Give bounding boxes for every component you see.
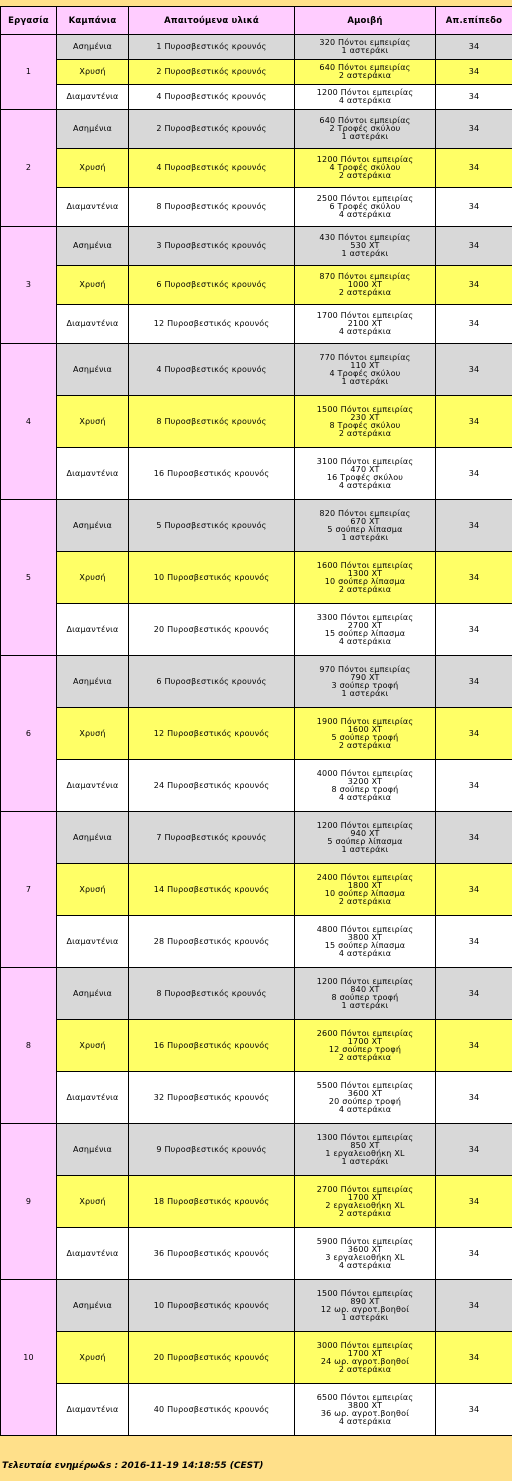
campaign-cell: Χρυσή (57, 1020, 129, 1072)
reward-line: 790 XT (350, 672, 380, 682)
reward-line: 640 Πόντοι εμπειρίας (319, 116, 411, 125)
campaign-cell: Χρυσή (57, 708, 129, 760)
reward-line: 2 αστεράκια (338, 1208, 392, 1218)
reward-line: 8 Τροφές σκύλου (329, 420, 401, 430)
reward-cell (295, 552, 436, 604)
reward-line: 8 σούπερ τροφή (331, 992, 399, 1002)
reward-cell (295, 1124, 436, 1176)
reward-cell (295, 110, 436, 149)
reward-cell (295, 1280, 436, 1332)
level-cell: 34 (436, 344, 512, 396)
campaign-cell: Ασημένια (57, 500, 129, 552)
reward-line: 970 Πόντοι εμπειρίας (319, 664, 411, 674)
reward-line: 3300 Πόντοι εμπειρίας (316, 612, 414, 622)
reward-line: 530 XT (350, 241, 380, 250)
table-row (1, 266, 512, 305)
reward-line: 1700 XT (347, 1348, 383, 1358)
reward-line: 4 αστεράκια (338, 1104, 392, 1114)
reward-line: 24 ωρ. αγροτ.βοηθοί (320, 1356, 410, 1366)
reward-line: 1200 Πόντοι εμπειρίας (316, 88, 414, 97)
task-number: 7 (1, 812, 57, 968)
reward-line: 10 σούπερ λίπασμα (324, 888, 406, 898)
header-reward: Αμοιβή (295, 7, 436, 35)
level-cell: 34 (436, 760, 512, 812)
reward-line: 2 αστεράκια (338, 428, 392, 438)
materials-cell: 16 Πυροσβεστικός κρουνός (129, 448, 295, 500)
reward-line: 8 σούπερ τροφή (331, 784, 399, 794)
table-row (1, 1176, 512, 1228)
reward-line: 4 αστεράκια (338, 792, 392, 802)
header-row (1, 7, 512, 35)
level-cell: 34 (436, 656, 512, 708)
reward-cell (295, 149, 436, 188)
reward-cell (295, 864, 436, 916)
reward-line: 4 αστεράκια (338, 96, 392, 105)
reward-line: 4000 Πόντοι εμπειρίας (316, 768, 414, 778)
reward-line: 1 αστεράκι (341, 532, 389, 542)
reward-line: 2 αστεράκια (338, 740, 392, 750)
materials-cell: 4 Πυροσβεστικός κρουνός (129, 149, 295, 188)
level-cell: 34 (436, 60, 512, 85)
task-number: 4 (1, 344, 57, 500)
reward-line: 4 αστεράκια (338, 1416, 392, 1426)
campaign-cell: Διαμαντένια (57, 1228, 129, 1280)
table-row (1, 760, 512, 812)
table-row (1, 1124, 512, 1176)
table-row (1, 149, 512, 188)
materials-cell: 8 Πυροσβεστικός κρουνός (129, 188, 295, 227)
reward-line: 2500 Πόντοι εμπειρίας (316, 194, 414, 203)
reward-line: 16 Τροφές σκύλου (326, 472, 404, 482)
materials-cell: 4 Πυροσβεστικός κρουνός (129, 85, 295, 110)
level-cell: 34 (436, 1072, 512, 1124)
campaign-cell: Ασημένια (57, 110, 129, 149)
task-number: 9 (1, 1124, 57, 1280)
table-row (1, 1280, 512, 1332)
materials-cell: 28 Πυροσβεστικός κρουνός (129, 916, 295, 968)
reward-cell (295, 396, 436, 448)
reward-cell (295, 812, 436, 864)
campaign-cell: Διαμαντένια (57, 604, 129, 656)
reward-line: 5 σούπερ λίπασμα (327, 836, 403, 846)
header-campaign: Καμπάνια (57, 7, 129, 35)
reward-cell (295, 305, 436, 344)
task-number: 10 (1, 1280, 57, 1436)
reward-line: 1500 Πόντοι εμπειρίας (316, 1288, 414, 1298)
reward-line: 2 εργαλειοθήκη XL (325, 1200, 405, 1210)
reward-line: 940 XT (350, 828, 380, 838)
reward-cell (295, 448, 436, 500)
task-number: 8 (1, 968, 57, 1124)
materials-cell: 18 Πυροσβεστικός κρουνός (129, 1176, 295, 1228)
reward-line: 1200 Πόντοι εμπειρίας (316, 976, 414, 986)
campaign-cell: Χρυσή (57, 552, 129, 604)
materials-cell: 20 Πυροσβεστικός κρουνός (129, 1332, 295, 1384)
reward-line: 1200 Πόντοι εμπειρίας (316, 820, 414, 830)
table-row (1, 864, 512, 916)
materials-cell: 4 Πυροσβεστικός κρουνός (129, 344, 295, 396)
materials-cell: 2 Πυροσβεστικός κρουνός (129, 110, 295, 149)
reward-line: 430 Πόντοι εμπειρίας (319, 233, 411, 242)
campaign-cell: Χρυσή (57, 396, 129, 448)
reward-line: 1700 XT (347, 1036, 383, 1046)
task-number: 1 (1, 35, 57, 110)
reward-line: 2700 Πόντοι εμπειρίας (316, 1184, 414, 1194)
reward-line: 3 εργαλειοθήκη XL (325, 1252, 405, 1262)
table-row (1, 188, 512, 227)
reward-cell (295, 1384, 436, 1436)
table-row (1, 305, 512, 344)
reward-line: 2 αστεράκια (338, 584, 392, 594)
reward-cell (295, 1332, 436, 1384)
table-row (1, 60, 512, 85)
reward-cell (295, 760, 436, 812)
level-cell: 34 (436, 812, 512, 864)
reward-line: 4 Τροφές σκύλου (329, 368, 401, 378)
reward-cell (295, 1176, 436, 1228)
materials-cell: 24 Πυροσβεστικός κρουνός (129, 760, 295, 812)
reward-line: 2600 Πόντοι εμπειρίας (316, 1028, 414, 1038)
materials-cell: 14 Πυροσβεστικός κρουνός (129, 864, 295, 916)
reward-line: 12 ωρ. αγροτ.βοηθοί (320, 1304, 410, 1314)
reward-cell (295, 656, 436, 708)
campaign-table (0, 6, 512, 1436)
materials-cell: 12 Πυροσβεστικός κρουνός (129, 708, 295, 760)
materials-cell: 8 Πυροσβεστικός κρουνός (129, 968, 295, 1020)
reward-line: 12 σούπερ τροφή (328, 1044, 402, 1054)
reward-line: 110 XT (350, 360, 380, 370)
reward-line: 840 XT (350, 984, 380, 994)
reward-line: 1 αστεράκι (341, 376, 389, 386)
level-cell: 34 (436, 552, 512, 604)
table-row (1, 344, 512, 396)
reward-line: 3200 XT (347, 776, 383, 786)
reward-line: 5 σούπερ τροφή (331, 732, 399, 742)
level-cell: 34 (436, 604, 512, 656)
table-row (1, 1020, 512, 1072)
table-row (1, 110, 512, 149)
reward-line: 2400 Πόντοι εμπειρίας (316, 872, 414, 882)
reward-line: 3600 XT (347, 1244, 383, 1254)
reward-line: 2 αστεράκια (338, 171, 392, 180)
reward-line: 6500 Πόντοι εμπειρίας (316, 1392, 414, 1402)
table-row (1, 227, 512, 266)
task-number: 6 (1, 656, 57, 812)
level-cell: 34 (436, 110, 512, 149)
table-row (1, 1384, 512, 1436)
reward-cell (295, 344, 436, 396)
reward-line: 1600 XT (347, 724, 383, 734)
reward-line: 320 Πόντοι εμπειρίας (319, 38, 411, 47)
reward-line: 10 σούπερ λίπασμα (324, 576, 406, 586)
reward-cell (295, 1072, 436, 1124)
materials-cell: 1 Πυροσβεστικός κρουνός (129, 35, 295, 60)
campaign-cell: Διαμαντένια (57, 188, 129, 227)
materials-cell: 8 Πυροσβεστικός κρουνός (129, 396, 295, 448)
header-task: Εργασία (1, 7, 57, 35)
reward-line: 1700 XT (347, 1192, 383, 1202)
reward-line: 1 αστεράκι (341, 249, 389, 258)
reward-line: 1800 XT (347, 880, 383, 890)
campaign-cell: Ασημένια (57, 35, 129, 60)
table-row (1, 708, 512, 760)
campaign-cell: Ασημένια (57, 812, 129, 864)
level-cell: 34 (436, 708, 512, 760)
materials-cell: 6 Πυροσβεστικός κρουνός (129, 266, 295, 305)
reward-line: 15 σούπερ λίπασμα (324, 940, 406, 950)
materials-cell: 12 Πυροσβεστικός κρουνός (129, 305, 295, 344)
campaign-cell: Χρυσή (57, 864, 129, 916)
reward-line: 5900 Πόντοι εμπειρίας (316, 1236, 414, 1246)
reward-line: 2 Τροφές σκύλου (329, 124, 401, 133)
campaign-cell: Χρυσή (57, 1332, 129, 1384)
reward-line: 1600 Πόντοι εμπειρίας (316, 560, 414, 570)
level-cell: 34 (436, 188, 512, 227)
reward-line: 1 αστεράκι (341, 688, 389, 698)
table-row (1, 656, 512, 708)
table-row (1, 916, 512, 968)
campaign-cell: Χρυσή (57, 1176, 129, 1228)
reward-line: 4800 Πόντοι εμπειρίας (316, 924, 414, 934)
task-number: 3 (1, 227, 57, 344)
reward-line: 3800 XT (347, 932, 383, 942)
reward-cell (295, 916, 436, 968)
reward-cell (295, 35, 436, 60)
level-cell: 34 (436, 1384, 512, 1436)
reward-line: 3600 XT (347, 1088, 383, 1098)
reward-line: 6 Τροφές σκύλου (329, 202, 401, 211)
table-row (1, 604, 512, 656)
reward-line: 15 σούπερ λίπασμα (324, 628, 406, 638)
reward-line: 2 αστεράκια (338, 1364, 392, 1374)
campaign-cell: Ασημένια (57, 968, 129, 1020)
table-row (1, 552, 512, 604)
reward-line: 1300 Πόντοι εμπειρίας (316, 1132, 414, 1142)
reward-line: 1 αστεράκι (341, 132, 389, 141)
materials-cell: 3 Πυροσβεστικός κρουνός (129, 227, 295, 266)
reward-line: 1 αστεράκι (341, 844, 389, 854)
header-level: Απ.επίπεδο (436, 7, 512, 35)
level-cell: 34 (436, 305, 512, 344)
reward-line: 3100 Πόντοι εμπειρίας (316, 456, 414, 466)
reward-cell (295, 227, 436, 266)
reward-line: 5500 Πόντοι εμπειρίας (316, 1080, 414, 1090)
reward-line: 820 Πόντοι εμπειρίας (319, 508, 411, 518)
reward-line: 4 αστεράκια (338, 1260, 392, 1270)
reward-line: 4 αστεράκια (338, 210, 392, 219)
reward-line: 870 Πόντοι εμπειρίας (319, 272, 411, 281)
table-row (1, 968, 512, 1020)
reward-line: 770 Πόντοι εμπειρίας (319, 352, 411, 362)
reward-line: 2 αστεράκια (338, 288, 392, 297)
table-row (1, 396, 512, 448)
level-cell: 34 (436, 448, 512, 500)
level-cell: 34 (436, 916, 512, 968)
materials-cell: 6 Πυροσβεστικός κρουνός (129, 656, 295, 708)
campaign-cell: Ασημένια (57, 1280, 129, 1332)
table-row (1, 448, 512, 500)
materials-cell: 32 Πυροσβεστικός κρουνός (129, 1072, 295, 1124)
reward-line: 2100 XT (347, 319, 383, 328)
materials-cell: 2 Πυροσβεστικός κρουνός (129, 60, 295, 85)
level-cell: 34 (436, 1332, 512, 1384)
reward-line: 230 XT (350, 412, 380, 422)
reward-cell (295, 968, 436, 1020)
level-cell: 34 (436, 1228, 512, 1280)
reward-line: 1300 XT (347, 568, 383, 578)
campaign-cell: Ασημένια (57, 656, 129, 708)
level-cell: 34 (436, 1176, 512, 1228)
campaign-cell: Διαμαντένια (57, 448, 129, 500)
reward-line: 670 XT (350, 516, 380, 526)
materials-cell: 20 Πυροσβεστικός κρουνός (129, 604, 295, 656)
level-cell: 34 (436, 968, 512, 1020)
level-cell: 34 (436, 1124, 512, 1176)
reward-line: 4 αστεράκια (338, 480, 392, 490)
materials-cell: 16 Πυροσβεστικός κρουνός (129, 1020, 295, 1072)
table-row (1, 1228, 512, 1280)
reward-line: 470 XT (350, 464, 380, 474)
level-cell: 34 (436, 35, 512, 60)
table-row (1, 1072, 512, 1124)
table-row (1, 500, 512, 552)
reward-line: 3000 Πόντοι εμπειρίας (316, 1340, 414, 1350)
reward-line: 2 αστεράκια (338, 896, 392, 906)
reward-line: 1200 Πόντοι εμπειρίας (316, 155, 414, 164)
table-row (1, 35, 512, 60)
reward-line: 3800 XT (347, 1400, 383, 1410)
reward-cell (295, 188, 436, 227)
reward-line: 20 σούπερ τροφή (328, 1096, 402, 1106)
level-cell: 34 (436, 396, 512, 448)
materials-cell: 9 Πυροσβεστικός κρουνός (129, 1124, 295, 1176)
reward-cell (295, 1020, 436, 1072)
header-materials: Απαιτούμενα υλικά (129, 7, 295, 35)
materials-cell: 5 Πυροσβεστικός κρουνός (129, 500, 295, 552)
campaign-cell: Ασημένια (57, 227, 129, 266)
reward-line: 2700 XT (347, 620, 383, 630)
level-cell: 34 (436, 500, 512, 552)
campaign-cell: Ασημένια (57, 1124, 129, 1176)
reward-cell (295, 500, 436, 552)
reward-line: 5 σούπερ λίπασμα (327, 524, 403, 534)
reward-line: 1 εργαλειοθήκη XL (325, 1148, 405, 1158)
materials-cell: 10 Πυροσβεστικός κρουνός (129, 552, 295, 604)
materials-cell: 10 Πυροσβεστικός κρουνός (129, 1280, 295, 1332)
reward-line: 1 αστεράκι (341, 1000, 389, 1010)
reward-line: 36 ωρ. αγροτ.βοηθοί (320, 1408, 410, 1418)
reward-cell (295, 604, 436, 656)
level-cell: 34 (436, 85, 512, 110)
reward-line: 1 αστεράκι (341, 1156, 389, 1166)
last-updated-footer: Τελευταία ενημέρω&s : 2016-11-19 14:18:55 (CEST) (2, 1461, 264, 1471)
reward-line: 850 XT (350, 1140, 380, 1150)
level-cell: 34 (436, 227, 512, 266)
campaign-cell: Διαμαντένια (57, 1072, 129, 1124)
level-cell: 34 (436, 149, 512, 188)
campaign-cell: Διαμαντένια (57, 305, 129, 344)
level-cell: 34 (436, 864, 512, 916)
task-number: 5 (1, 500, 57, 656)
campaign-cell: Χρυσή (57, 60, 129, 85)
level-cell: 34 (436, 266, 512, 305)
campaign-cell: Διαμαντένια (57, 760, 129, 812)
level-cell: 34 (436, 1280, 512, 1332)
reward-line: 2 αστεράκια (338, 1052, 392, 1062)
table-row (1, 812, 512, 864)
table-body (1, 35, 512, 1436)
reward-cell (295, 1228, 436, 1280)
reward-line: 1 αστεράκι (341, 1312, 389, 1322)
campaign-cell: Χρυσή (57, 266, 129, 305)
reward-cell (295, 60, 436, 85)
reward-line: 890 XT (350, 1296, 380, 1306)
campaign-cell: Διαμαντένια (57, 916, 129, 968)
materials-cell: 40 Πυροσβεστικός κρουνός (129, 1384, 295, 1436)
level-cell: 34 (436, 1020, 512, 1072)
reward-line: 4 αστεράκια (338, 948, 392, 958)
campaign-cell: Διαμαντένια (57, 1384, 129, 1436)
reward-line: 4 αστεράκια (338, 636, 392, 646)
reward-line: 1700 Πόντοι εμπειρίας (316, 311, 414, 320)
materials-cell: 36 Πυροσβεστικός κρουνός (129, 1228, 295, 1280)
table-row (1, 1332, 512, 1384)
campaign-cell: Ασημένια (57, 344, 129, 396)
reward-line: 3 σούπερ τροφή (331, 680, 399, 690)
table-row (1, 85, 512, 110)
reward-line: 1500 Πόντοι εμπειρίας (316, 404, 414, 414)
reward-line: 1000 XT (347, 280, 383, 289)
reward-line: 4 αστεράκια (338, 327, 392, 336)
materials-cell: 7 Πυροσβεστικός κρουνός (129, 812, 295, 864)
reward-cell (295, 85, 436, 110)
task-number: 2 (1, 110, 57, 227)
reward-line: 1900 Πόντοι εμπειρίας (316, 716, 414, 726)
reward-line: 640 Πόντοι εμπειρίας (319, 63, 411, 72)
reward-cell (295, 266, 436, 305)
reward-line: 4 Τροφές σκύλου (329, 163, 401, 172)
reward-cell (295, 708, 436, 760)
campaign-cell: Χρυσή (57, 149, 129, 188)
reward-line: 1 αστεράκι (341, 46, 389, 55)
reward-line: 2 αστεράκια (338, 71, 392, 80)
campaign-cell: Διαμαντένια (57, 85, 129, 110)
